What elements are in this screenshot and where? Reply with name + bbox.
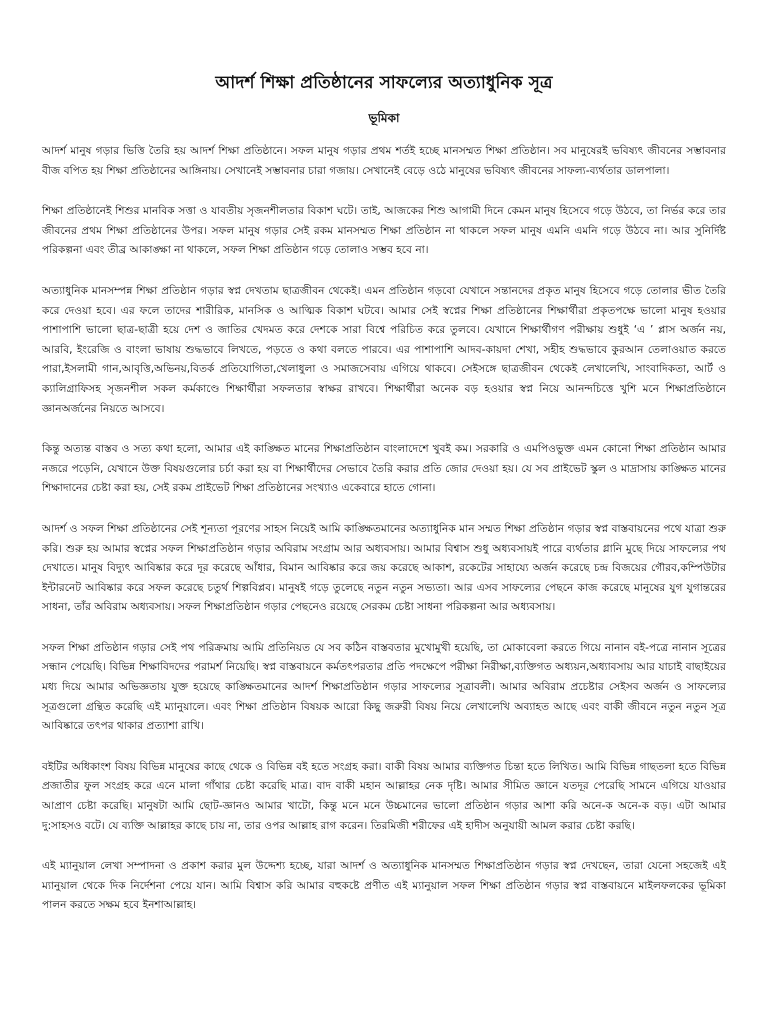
paragraph: অত্যাধুনিক মানসম্পন্ন শিক্ষা প্রতিষ্ঠান গড়ার স্বপ্ন দেখতাম ছাত্রজীবন থেকেই। এমন প্রতিষ্ঠান গড়বো যেখানে সন্তানদের প্রকৃত মানুষ হিসেবে গড়ে তোলার ভীত তৈরি করে দেওয়া হবে। এর ফলে তাদের শারীরিক, মানসিক ও আত্মিক বিকাশ ঘটবে। আমার সেই স্বপ্নের শিক্ষা প্রতিষ্ঠানের শিক্ষার্থীরা প্রকৃতপক্ষে ভালো মানুষ হওয়ার পাশাপাশি ভালো ছাত্র-ছাত্রী হয়ে দেশ ও জাতির খেদমত করে দেশকে সারা বিশ্বে পরিচিত করে তুলবে। যেখানে শিক্ষার্থীগণ পরীক্ষায় শুধুই ‘এ ’ প্লাস অর্জন নয়, আরবি, ইংরেজি ও বাংলা ভাষায় শুদ্ধভাবে লিখতে, পড়তে ও কথা বলতে পারবে। এর পাশাপাশি আদব-কায়দা শেখা, সহীহ শুদ্ধভাবে কুরআন তেলাওয়াত করতে পারা,ইসলামী গান,আবৃত্তি,অভিনয়,বিতর্ক প্রতিযোগিতা,খেলাধুলা ও সমাজসেবায় এগিয়ে থাকবে। সেইসঙ্গে ছাত্রজীবন থেকেই লেখালেখি, সাংবাদিকতা, আর্ট ও ক্যালিগ্রাফিসহ সৃজনশীল সকল কর্মকাণ্ডে শিক্ষার্থীরা সফলতার স্বাক্ষর রাখবে। শিক্ষার্থীরা অনেক বড় হওয়ার স্বপ্ন নিয়ে আনন্দচিত্তে খুশি মনে শিক্ষাপ্রতিষ্ঠানে জ্ঞানঅর্জনের নিয়তে আসবে। — [42, 284, 726, 415]
paragraph: কিন্তু অত্যন্ত বাস্তব ও সত্য কথা হলো, আমার এই কাঙ্ক্ষিত মানের শিক্ষাপ্রতিষ্ঠান বাংলাদেশে খুবই কম। সরকারি ও এমপিওভুক্ত এমন কোনো শিক্ষা প্রতিষ্ঠান আমার নজরে পড়েনি, যেখানে উক্ত বিষয়গুলোর চর্চা করা হয় বা শিক্ষার্থীদের সেভাবে তৈরি করার প্রতি জোর দেওয়া হয়। যে সব প্রাইভেট স্কুল ও মাদ্রাসায় কাঙ্ক্ষিত মানের শিক্ষাদানের চেষ্টা করা হয়, সেই রকম প্রাইভেট শিক্ষা প্রতিষ্ঠানের সংখ্যাও একেবারে হাতে গোনা। — [42, 443, 726, 495]
paragraph: আদর্শ ও সফল শিক্ষা প্রতিষ্ঠানের সেই শূন্যতা পূরণের সাহস নিয়েই আমি কাঙ্ক্ষিতমানের অত্যাধুনিক মান সম্মত শিক্ষা প্রতিষ্ঠান গড়ার স্বপ্ন বাস্তবায়নের পথে যাত্রা শুরু করি। শুরু হয় আমার স্বপ্নের সফল শিক্ষাপ্রতিষ্ঠান গড়ার অবিরাম সংগ্রাম আর অধ্যবসায়। আমার বিশ্বাস শুধু অধ্যবসায়ই পারে ব্যর্থতার গ্লানি মুছে দিয়ে সাফল্যের পথ দেখাতে। মানুষ বিদ্যুৎ আবিষ্কার করে দূর করেছে আঁধার, বিমান আবিষ্কার করে জয় করেছে আকাশ, রকেটের সাহায্যে অর্জন করেছে চন্দ্র বিজয়ের গৌরব,কম্পিউটার ইন্টারনেট আবিষ্কার করে সফল করেছে চতুর্থ শিল্পবিপ্লব। মানুষই গড়ে তুলেছে নতুন নতুন সভ্যতা। আর এসব সাফল্যের পেছনে কাজ করেছে মানুষের যুগ যুগান্তরের সাধনা, তাঁর অবিরাম অধ্যবসায়। সফল শিক্ষাপ্রতিষ্ঠান গড়ার পেছনেও রয়েছে সেরকম চেষ্টা সাধনা পরিকল্পনা আর অধ্যবসায়। — [42, 522, 726, 614]
paragraph: আদর্শ মানুষ গড়ার ভিত্তি তৈরি হয় আদর্শ শিক্ষা প্রতিষ্ঠানে। সফল মানুষ গড়ার প্রথম শর্তই হচ্ছে মানসম্মত শিক্ষা প্রতিষ্ঠান। সব মানুষেরই ভবিষ্যৎ জীবনের সম্ভাবনার বীজ বপিত হয় শিক্ষা প্রতিষ্ঠানের আঙ্গিনায়। সেখানেই সম্ভাবনার চারা গজায়। সেখানেই বেড়ে ওঠে মানুষের ভবিষ্যৎ জীবনের সাফল্য-ব্যর্থতার ডালপালা। — [42, 145, 726, 177]
paragraph: এই ম্যানুয়াল লেখা সম্পাদনা ও প্রকাশ করার মুল উদ্দেশ্য হচ্ছে, যারা আদর্শ ও অত্যাধুনিক মানসম্মত শিক্ষাপ্রতিষ্ঠান গড়ার স্বপ্ন দেখছেন, তারা যেনো সহজেই এই ম্যানুয়াল থেকে দিক নির্দেশনা পেয়ে যান। আমি বিশ্বাস করি আমার বহুকষ্টে প্রণীত এই ম্যানুয়াল সফল শিক্ষা প্রতিষ্ঠান গড়ার স্বপ্ন বাস্তবায়নে মাইলফলকের ভূমিকা পালন করতে সক্ষম হবে ইনশাআল্লাহ। — [42, 860, 726, 912]
document-title: আদর্শ শিক্ষা প্রতিষ্ঠানের সাফল্যের অত্যাধুনিক সূত্র — [215, 73, 553, 93]
paragraph: সফল শিক্ষা প্রতিষ্ঠান গড়ার সেই পথ পরিক্রমায় আমি প্রতিনিয়ত যে সব কঠিন বাস্তবতার মুখোমুখী হয়েছি, তা মোকাবেলা করতে গিয়ে নানান বই-পত্রে নানান সূত্রের সন্ধান পেয়েছি। বিভিন্ন শিক্ষাবিদদের পরামর্শ নিয়েছি। স্বপ্ন বাস্তবায়নে কর্মতৎপরতার প্রতি পদক্ষেপে পরীক্ষা নিরীক্ষা,ব্যক্তিগত অধ্যয়ন,অধ্যাবসায় আর যাচাই বাছাইয়ের মধ্য দিয়ে আমার অভিজ্ঞতায় যুক্ত হয়েছে কাঙ্ক্ষিতমানের আদর্শ শিক্ষাপ্রতিষ্ঠান গড়ার সাফল্যের সূত্রাবলী। আমার অবিরাম প্রচেষ্টার সেইসব অর্জন ও সাফল্যের সূত্রগুলো গ্রন্থিত করেছি এই ম্যানুয়ালে। এবং শিক্ষা প্রতিষ্ঠান বিষয়ক আরো কিছু জরুরী বিষয় নিয়ে লেখালেখি অব্যাহত আছে এবং বাকী জীবনে নতুন নতুন সূত্র আবিষ্কারে তৎপর থাকার প্রত্যাশা রাখি। — [42, 641, 726, 733]
document-page — [42, 70, 726, 937]
section-heading-introduction: ভূমিকা — [368, 111, 400, 125]
paragraph: শিক্ষা প্রতিষ্ঠানেই শিশুর মানবিক সত্তা ও যাবতীয় সৃজনশীলতার বিকাশ ঘটে। তাই, আজকের শিশু আগামী দিনে কেমন মানুষ হিসেবে গড়ে উঠবে, তা নির্ভর করে তার জীবনের প্রথম শিক্ষা প্রতিষ্ঠানের উপর। সফল মানুষ গড়ার সেই রকম মানসম্মত শিক্ষা প্রতিষ্ঠান না থাকলে সফল মানুষ এমনি এমনি গড়ে উঠবে না। আর সুনির্দিষ্ট পরিকল্পনা এবং তীব্র আকাঙ্ক্ষা না থাকলে, সফল শিক্ষা প্রতিষ্ঠান গড়ে তোলাও সম্ভব হবে না। — [42, 205, 726, 257]
paragraph: বইটির অধিকাংশ বিষয় বিভিন্ন মানুষের কাছে থেকে ও বিভিন্ন বই হতে সংগ্রহ করা। বাকী বিষয় আমার ব্যক্তিগত চিন্তা হতে লিখিত। আমি বিভিন্ন গাছতলা হতে বিভিন্ন প্রজাতীর ফুল সংগ্রহ করে এনে মালা গাঁথার চেষ্টা করেছি মাত্র। বাদ বাকী মহান আল্লাহর নেক দৃষ্টি। আমার সীমিত জ্ঞানে যতদূর পেরেছি সামনে এগিয়ে যাওয়ার আপ্রাণ চেষ্টা করেছি। মানুষটা আমি ছোট-জ্ঞানও আমার খাটো, কিন্তু মনে মনে উচ্চমানের ভালো প্রতিষ্ঠান গড়ার আশা করি অনে-ক অনে-ক বড়। এটা আমার দু:সাহসও বটে। যে ব্যক্তি আল্লাহর কাছে চায় না, তার ওপর আল্লাহ রাগ করেন। তিরমিজী শরীফের এই হাদীস অনুযায়ী আমল করার চেষ্টা করছি। — [42, 760, 726, 832]
